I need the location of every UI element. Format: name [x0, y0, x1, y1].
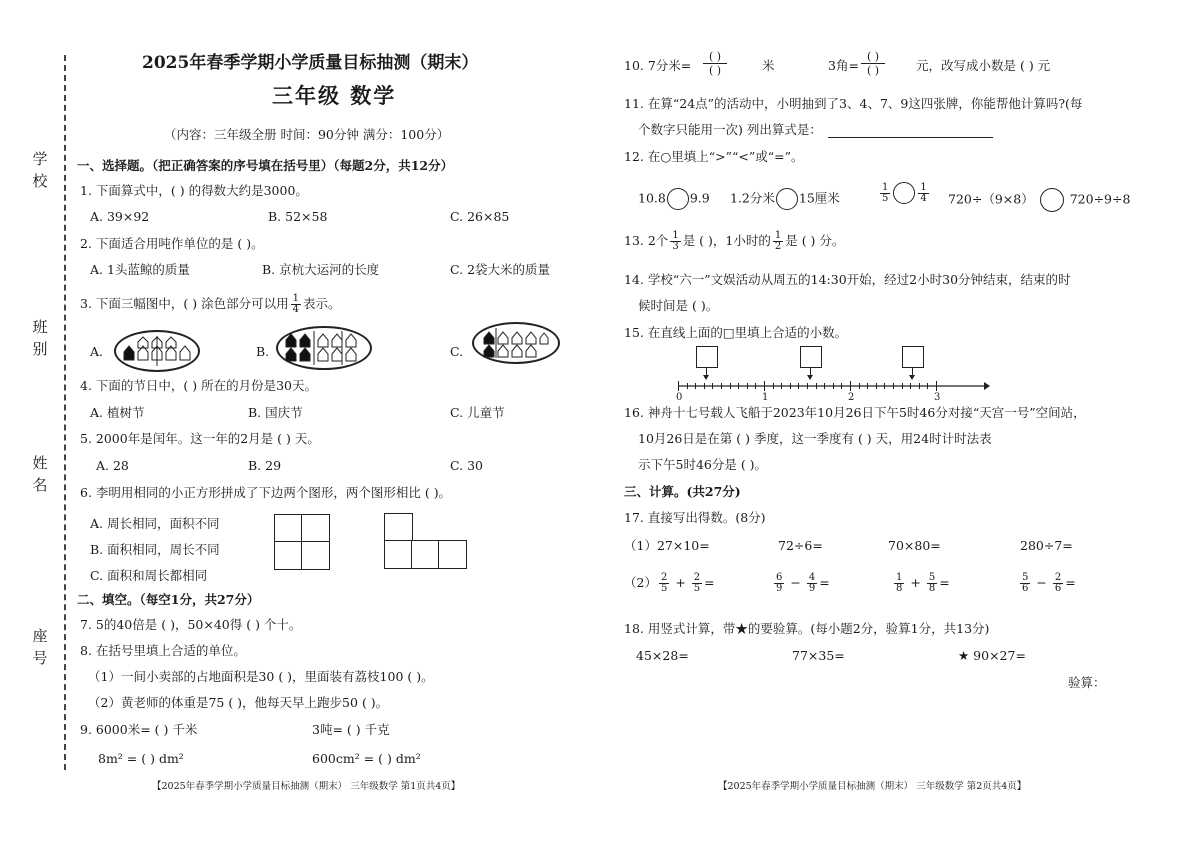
q17-f1b-den: 5 [693, 583, 701, 594]
q3-text-pre: 3. 下面三幅图中，( ) 涂色部分可以用 [80, 296, 289, 311]
q17-item-2: 72÷6= [778, 538, 823, 553]
question-6: 6. 李明用相同的小正方形拼成了下边两个图形，两个图形相比 ( )。 [80, 485, 452, 500]
q12-2-right: 15厘米 [798, 190, 840, 206]
q18-item-2: 77×35= [792, 648, 845, 663]
number-line-minor-tick [876, 383, 877, 389]
q10-b-numerator: ( ) [861, 50, 885, 64]
question-16: 16. 神舟十七号载人飞船于2023年10月26日下午5时46分对接“天宫一号”空间站， [624, 405, 1086, 420]
right-page-footer: 【2025年春季学期小学质量目标抽测（期末） 三年级数学 第2页共4页】 [718, 781, 1027, 792]
exam-info: （内容：三年级全册 时间：90分钟 满分：100分） [164, 127, 450, 142]
q10-a-fraction-blank [703, 50, 727, 77]
section-1-heading: 一、选择题。（把正确答案的序号填在括号里）（每题2分，共12分） [77, 158, 454, 173]
q12-compare-3 [878, 182, 931, 204]
number-line-minor-tick [867, 383, 868, 389]
q12-3-circle[interactable] [893, 182, 915, 204]
q17-f3a-num: 1 [896, 572, 903, 583]
q10-a-fraction [700, 50, 730, 77]
number-line-box-1[interactable] [696, 346, 718, 368]
number-line-box-2[interactable] [800, 346, 822, 368]
q12-3-right-num: 1 [920, 181, 927, 193]
number-line-minor-tick [755, 383, 756, 389]
q17-f2a [774, 573, 784, 594]
q6-option-a: A. 周长相同，面积不同 [90, 516, 220, 531]
question-10-b-label: 3角= [828, 58, 859, 73]
q13-pre: 13. 2个 [624, 233, 669, 248]
q17-f4-op: − [1036, 575, 1047, 590]
question-14-b: 候时间是 ( )。 [638, 298, 719, 313]
number-line-minor-tick [695, 383, 696, 389]
q12-3-left-fraction [880, 183, 890, 204]
number-line-minor-tick [712, 383, 713, 389]
q17-fraction-row [624, 573, 715, 594]
q10-b-denominator: ( ) [867, 64, 880, 77]
q17-f4a-den: 6 [1022, 583, 1029, 594]
q17-f3a-den: 8 [896, 583, 903, 594]
number-line-arrowhead-3 [909, 375, 915, 380]
question-11: 11. 在算“24点”的活动中，小明抽到了3、4、7、9这四张牌，你能帮他计算吗?(每 [624, 96, 1083, 111]
number-line-label-1: 1 [762, 392, 769, 403]
q17-f1a [659, 573, 669, 594]
q18-check-label: 验算： [1068, 675, 1106, 690]
number-line-box-3[interactable] [902, 346, 924, 368]
q3-text-post: 表示。 [302, 296, 341, 311]
q17-f4b-den: 6 [1054, 583, 1062, 594]
q5-option-a: A. 28 [96, 458, 129, 473]
class-label: 班 别 [32, 318, 48, 358]
q17-item-4: 280÷7= [1020, 538, 1073, 553]
q1-option-c: C. 26×85 [450, 209, 510, 224]
q10-a-numerator: ( ) [703, 50, 727, 64]
q17-f4a [1020, 573, 1030, 594]
question-10-a-unit: 米 [762, 58, 775, 73]
q2-option-a: A. 1头蓝鲸的质量 [90, 262, 190, 277]
q12-compare-1 [638, 188, 710, 210]
q17-f2a-num: 6 [776, 572, 783, 583]
q4-option-b: B. 国庆节 [248, 405, 303, 420]
q10-b-fraction-blank [861, 50, 885, 77]
q11-answer-line[interactable] [828, 125, 993, 138]
q10-a-denominator: ( ) [709, 64, 722, 77]
number-line-minor-tick [884, 383, 885, 389]
number-line-arrowhead-1 [703, 375, 709, 380]
q3-option-a: A. [90, 344, 104, 359]
exam-subtitle: 三年级 数学 [272, 83, 397, 108]
number-line-minor-tick [738, 383, 739, 389]
q4-option-c: C. 儿童节 [450, 405, 505, 420]
q12-3-right-fraction [918, 183, 928, 204]
q13-f1-den: 3 [672, 241, 679, 252]
q2-option-b: B. 京杭大运河的长度 [262, 262, 380, 277]
number-line-label-3: 3 [934, 392, 941, 403]
q13-mid: 是 ( )，1小时的 [682, 233, 771, 248]
section-3-heading: 三、计算。(共27分) [624, 484, 741, 499]
q12-3-right-den: 4 [920, 192, 927, 204]
q3-figure-c-houses [474, 324, 558, 362]
q3-figure-b-houses [278, 328, 370, 368]
q3-figure-a-houses [116, 332, 198, 370]
number-line-minor-tick [824, 383, 825, 389]
q5-option-c: C. 30 [450, 458, 483, 473]
q2-option-c: C. 2袋大米的质量 [450, 262, 551, 277]
number-line-minor-tick [747, 383, 748, 389]
q17-f2b-num: 4 [808, 572, 816, 583]
q12-3-left-den: 5 [882, 192, 889, 204]
q17-f2a-den: 9 [776, 583, 783, 594]
q17-f1-eq: = [704, 575, 715, 590]
q18-item-3: ★ 90×27= [958, 648, 1026, 663]
number-line-minor-tick [902, 383, 903, 389]
q4-option-a: A. 植树节 [90, 405, 145, 420]
number-line-minor-tick [910, 383, 911, 389]
binding-dashed-line [64, 55, 66, 770]
q18-item-1: 45×28= [636, 648, 689, 663]
q13-f2-den: 2 [774, 241, 782, 252]
q11-prompt: 个数字只能用一次) 列出算式是： [638, 122, 822, 137]
q17-f3b-num: 5 [928, 572, 936, 583]
q12-2-circle[interactable] [776, 188, 798, 210]
question-16-c: 示下午5时46分是 ( )。 [638, 457, 768, 472]
q12-4-circle[interactable] [1040, 188, 1064, 212]
q10-b-fraction [858, 50, 888, 77]
question-18: 18. 用竖式计算，带★的要验算。(每小题2分，验算1分，共13分) [624, 621, 990, 636]
q12-4-left: 720÷（9×8） [948, 191, 1034, 207]
left-page-footer: 【2025年春季学期小学质量目标抽测（期末） 三年级数学 第1页共4页】 [152, 781, 461, 792]
number-line-minor-tick [687, 383, 688, 389]
name-label: 姓 名 [32, 454, 48, 494]
question-3 [80, 294, 341, 315]
question-7: 7. 5的40倍是 ( )，50×40得 ( ) 个十。 [80, 617, 302, 632]
q17-f3a [894, 573, 904, 594]
question-10-b-text: 元，改写成小数是 ( ) 元 [916, 58, 1051, 73]
section-2-heading: 二、填空。（每空1分，共27分） [77, 592, 260, 607]
question-15: 15. 在直线上面的□里填上合适的小数。 [624, 325, 848, 340]
number-line-minor-tick [919, 383, 920, 389]
q17-f1b [692, 573, 702, 594]
q17-f4-eq: = [1065, 575, 1076, 590]
q3-figure-b [276, 326, 372, 370]
question-9-d: 600cm² = ( ) dm² [312, 751, 421, 766]
q17-f3-op: + [910, 575, 921, 590]
number-line-minor-tick [798, 383, 799, 389]
question-10-a-label: 10. 7分米= [624, 58, 692, 73]
number-line-minor-tick [730, 383, 731, 389]
q17-f2-op: − [790, 575, 801, 590]
q3-fraction-denominator: 4 [292, 304, 299, 315]
question-9-c: 8m² = ( ) dm² [98, 751, 184, 766]
question-17: 17. 直接写出得数。(8分) [624, 510, 766, 525]
right-page [622, 0, 1182, 849]
q3-figure-c [472, 322, 560, 364]
q12-4-right: 720÷9÷8 [1069, 191, 1131, 207]
q3-figure-a [114, 330, 200, 372]
q17-f1a-num: 2 [660, 572, 668, 583]
question-11-b [638, 122, 993, 138]
q3-fraction [291, 294, 301, 315]
q17-f4b-num: 2 [1054, 572, 1062, 583]
q17-item-1: （1）27×10= [624, 538, 710, 553]
number-line-arrowhead-2 [807, 375, 813, 380]
q17-fraction-4 [1018, 573, 1076, 594]
q12-1-right: 9.9 [689, 190, 710, 206]
q3-option-b: B. [256, 344, 270, 359]
number-line-minor-tick [773, 383, 774, 389]
number-line-minor-tick [859, 383, 860, 389]
q6-option-b: B. 面积相同，周长不同 [90, 542, 220, 557]
q12-2-left: 1.2分米 [730, 190, 775, 206]
question-16-b: 10月26日是在第 ( ) 季度，这一季度有 ( ) 天，用24时计时法表 [638, 431, 992, 446]
q17-f3-eq: = [939, 575, 950, 590]
q13-fraction-2 [773, 231, 783, 252]
q3-option-c: C. [450, 344, 464, 359]
question-8: 8. 在括号里填上合适的单位。 [80, 643, 246, 658]
number-line-minor-tick [781, 383, 782, 389]
q17-f2b [807, 573, 817, 594]
number-line-minor-tick [833, 383, 834, 389]
school-label: 学 校 [32, 150, 48, 190]
question-8-1: （1）一间小卖部的占地面积是30 ( )，里面装有荔枝100 ( )。 [88, 669, 434, 684]
exam-title: 2025年春季学期小学质量目标抽测（期末） [142, 53, 479, 73]
q3-fraction-numerator: 1 [292, 293, 299, 304]
q17-f4a-num: 5 [1022, 572, 1029, 583]
q12-compare-2 [730, 188, 840, 210]
q17-f4b [1053, 573, 1063, 594]
question-9-a: 9. 6000米= ( ) 千米 [80, 722, 198, 737]
number-line-minor-tick [790, 383, 791, 389]
question-13 [624, 231, 844, 252]
number-line-minor-tick [841, 383, 842, 389]
question-12: 12. 在○里填上“>”“<”或“=”。 [624, 149, 804, 164]
q5-option-b: B. 29 [248, 458, 282, 473]
q17-f2b-den: 9 [808, 583, 816, 594]
q17-f1b-num: 2 [693, 572, 701, 583]
binding-sidebar [0, 0, 68, 849]
q17-f2-eq: = [819, 575, 830, 590]
q13-f1-num: 1 [672, 230, 679, 241]
q1-option-b: B. 52×58 [268, 209, 328, 224]
q6-option-c: C. 面积和周长都相同 [90, 568, 208, 583]
q17-f3b [927, 573, 937, 594]
q17-item-3: 70×80= [888, 538, 941, 553]
number-line-minor-tick [721, 383, 722, 389]
number-line-minor-tick [807, 383, 808, 389]
left-page [72, 0, 582, 849]
question-2: 2. 下面适合用吨作单位的是 ( )。 [80, 236, 264, 251]
question-4: 4. 下面的节日中，( ) 所在的月份是30天。 [80, 378, 318, 393]
number-line-minor-tick [927, 383, 928, 389]
q17-f1-op: + [675, 575, 686, 590]
question-14: 14. 学校“六一”文娱活动从周五的14:30开始，经过2小时30分钟结束，结束的时 [624, 272, 1071, 287]
seat-label: 座 号 [32, 627, 48, 667]
q12-3-left-num: 1 [882, 181, 889, 193]
q12-1-circle[interactable] [667, 188, 689, 210]
number-line-label-0: 0 [676, 392, 683, 403]
q17-fraction-3 [892, 573, 950, 594]
q17-row2-label: （2） [624, 575, 657, 590]
number-line-minor-tick [816, 383, 817, 389]
question-8-2: （2）黄老师的体重是75 ( )，他每天早上跑步50 ( )。 [88, 695, 389, 710]
q13-post: 是 ( ) 分。 [785, 233, 845, 248]
question-1: 1. 下面算式中，( ) 的得数大约是3000。 [80, 183, 308, 198]
q17-f3b-den: 8 [928, 583, 936, 594]
q1-option-a: A. 39×92 [90, 209, 150, 224]
q13-fraction-1 [670, 231, 680, 252]
q13-f2-num: 1 [774, 230, 782, 241]
question-5: 5. 2000年是闰年。这一年的2月是 ( ) 天。 [80, 431, 320, 446]
number-line-label-2: 2 [848, 392, 855, 403]
q17-f1a-den: 5 [660, 583, 668, 594]
number-line-minor-tick [893, 383, 894, 389]
question-9-b: 3吨= ( ) 千克 [312, 722, 390, 737]
number-line-minor-tick [704, 383, 705, 389]
q12-1-left: 10.8 [638, 190, 666, 206]
q12-compare-4 [948, 188, 1130, 212]
q17-fraction-2 [772, 573, 830, 594]
